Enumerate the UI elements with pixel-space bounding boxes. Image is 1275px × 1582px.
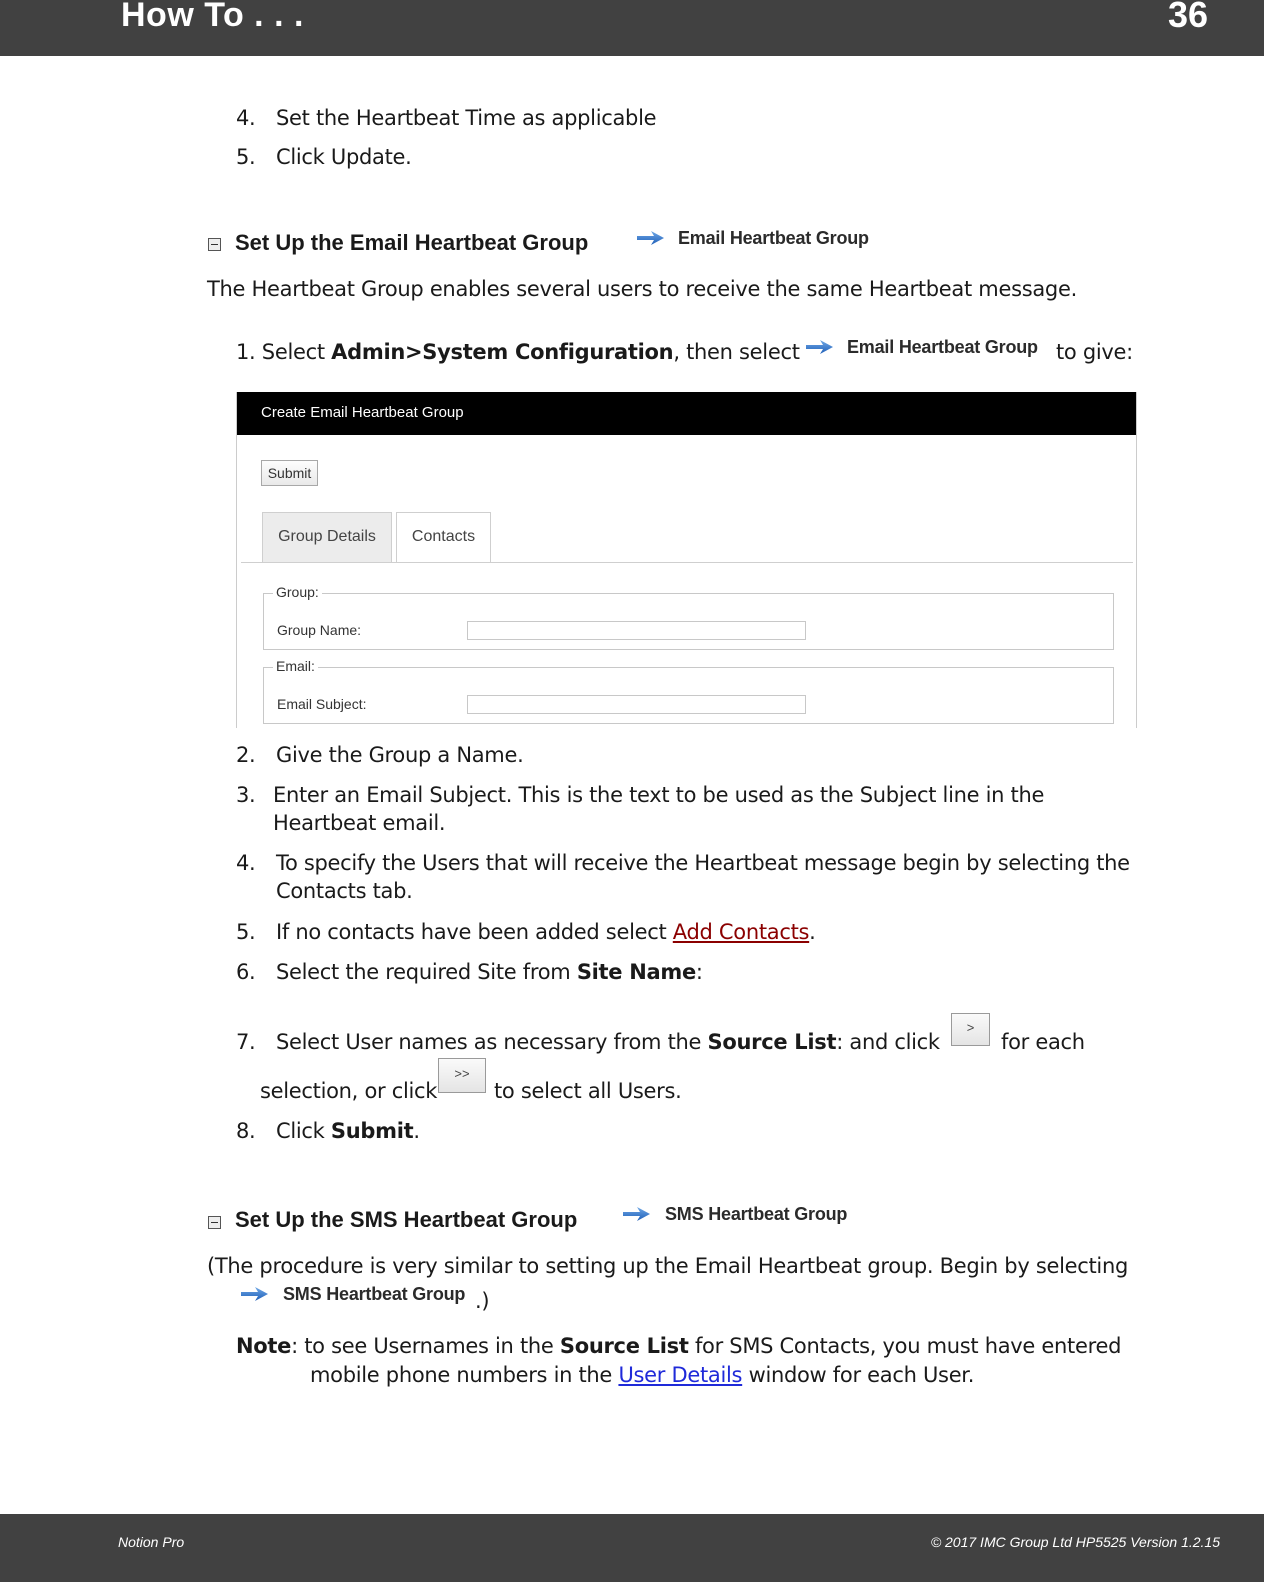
section-description: The Heartbeat Group enables several users to receive the same Heartbeat message. (207, 277, 1077, 301)
note-continuation: mobile phone numbers in the User Details window for each User. (310, 1363, 975, 1387)
list-item-continuation: Contacts tab. (276, 879, 413, 903)
list-item-continuation: Heartbeat email. (273, 811, 446, 835)
list-item: 4. To specify the Users that will receive the Heartbeat message begin by selecting the (236, 851, 1130, 875)
group-name-input[interactable] (467, 621, 806, 640)
list-item: 8. Click Submit. (236, 1119, 420, 1143)
list-item: 5. If no contacts have been added select Add Contacts. (236, 920, 816, 944)
sms-description: (The procedure is very similar to setting up the Email Heartbeat group. Begin by selecting (207, 1254, 1128, 1278)
list-item: 6. Select the required Site from Site Name: (236, 960, 703, 984)
step-7-suffix: for each (1001, 1030, 1085, 1054)
email-fieldset (263, 658, 1114, 724)
section-heading-sms: Set Up the SMS Heartbeat Group (235, 1207, 578, 1232)
note: Note: to see Usernames in the Source List for SMS Contacts, you must have entered (236, 1334, 1122, 1358)
group-legend: Group: (273, 584, 322, 600)
footer-copyright: © 2017 IMC Group Ltd HP5525 Version 1.2.15 (930, 1534, 1220, 1550)
user-details-link[interactable]: User Details (618, 1363, 743, 1387)
form-title: Create Email Heartbeat Group (261, 404, 464, 421)
group-name-label: Group Name: (277, 622, 362, 638)
email-legend: Email: (273, 658, 318, 674)
list-item: 2. Give the Group a Name. (236, 743, 524, 767)
group-fieldset (263, 584, 1114, 650)
sms-description-end: .) (475, 1289, 490, 1313)
form-title-bar (237, 392, 1136, 435)
arrow-icon (622, 1205, 652, 1223)
collapse-icon[interactable] (208, 1216, 221, 1229)
email-heartbeat-group-chip: Email Heartbeat Group (847, 337, 1038, 357)
step-1-suffix: to give: (1056, 340, 1133, 364)
tab-contacts[interactable]: Contacts (396, 512, 491, 563)
list-item-continuation: to select all Users. (494, 1079, 682, 1103)
add-contacts-link[interactable]: Add Contacts (672, 920, 810, 944)
page-number: 36 (1168, 0, 1209, 35)
sms-heartbeat-group-chip: SMS Heartbeat Group (283, 1284, 466, 1304)
page-title: How To . . . (121, 0, 304, 34)
list-item: 7. Select User names as necessary from the Source List: and click (236, 1030, 940, 1054)
footer-product: Notion Pro (118, 1534, 185, 1550)
submit-button[interactable]: Submit (261, 460, 318, 486)
email-heartbeat-group-chip: Email Heartbeat Group (678, 228, 869, 248)
move-all-button[interactable]: >> (438, 1058, 486, 1093)
collapse-icon[interactable] (208, 238, 221, 251)
email-subject-label: Email Subject: (277, 696, 367, 712)
list-item: 3. Enter an Email Subject. This is the text to be used as the Subject line in the (236, 783, 1045, 807)
tab-divider (241, 562, 1133, 563)
email-subject-input[interactable] (467, 695, 806, 714)
step-1: 1. Select Admin>System Configuration, then select (236, 340, 800, 364)
tab-group-details[interactable]: Group Details (262, 512, 392, 563)
create-email-heartbeat-group-form (236, 392, 1137, 728)
arrow-icon (240, 1285, 270, 1303)
list-item: 4. Set the Heartbeat Time as applicable (236, 106, 657, 130)
arrow-icon (636, 229, 666, 247)
section-heading-email: Set Up the Email Heartbeat Group (235, 230, 589, 255)
arrow-icon (805, 338, 835, 356)
sms-heartbeat-group-chip: SMS Heartbeat Group (665, 1204, 848, 1224)
move-one-button[interactable]: > (951, 1013, 990, 1046)
list-item-continuation: selection, or click (260, 1079, 438, 1103)
list-item: 5. Click Update. (236, 145, 412, 169)
